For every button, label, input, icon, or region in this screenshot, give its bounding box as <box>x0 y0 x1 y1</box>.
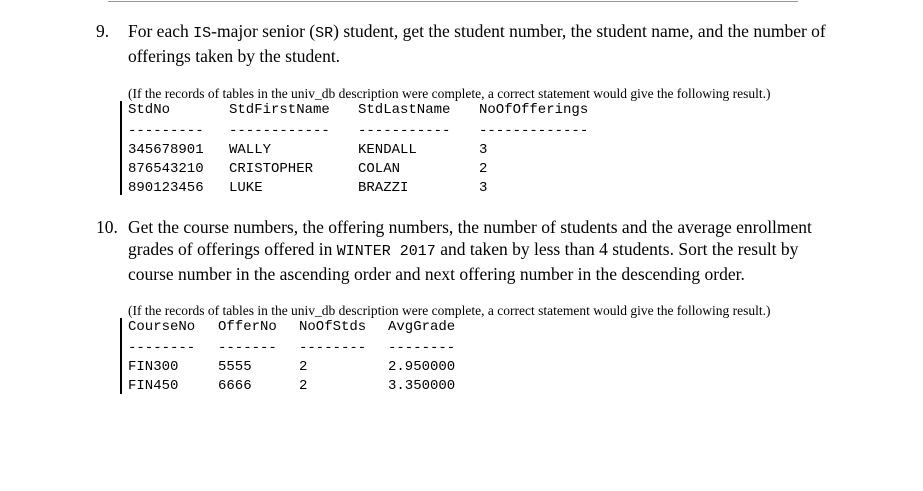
cell-num-stds: 2 <box>299 359 308 375</box>
column-dashes: ------------- <box>479 123 589 139</box>
result-dash-row <box>128 339 528 358</box>
question-9-note: (If the records of tables in the univ_db description were complete, a correct statement would give the following result.) <box>128 86 771 101</box>
cell-last-name: BRAZZI <box>358 180 409 196</box>
cell-std-no: 890123456 <box>128 180 204 196</box>
column-dashes: --------- <box>128 123 204 139</box>
cell-offerings: 2 <box>479 161 488 177</box>
column-dashes: -------- <box>128 340 196 356</box>
question-10-line-2: grades of offerings offered in WINTER 2017 and taken by less than 4 students. Sort the result by <box>128 239 799 260</box>
column-header: OfferNo <box>218 319 277 335</box>
cell-first-name: CRISTOPHER <box>229 161 314 177</box>
question-9-result-table <box>120 101 628 195</box>
question-10-result-table <box>120 318 528 394</box>
question-10-text <box>128 216 812 285</box>
column-header: NoOfStds <box>299 319 367 335</box>
code-is: IS <box>193 25 212 42</box>
table-row <box>128 179 628 198</box>
column-header: StdLastName <box>358 102 451 118</box>
cell-offer-no: 6666 <box>218 378 252 394</box>
cell-last-name: COLAN <box>358 161 401 177</box>
cell-std-no: 876543210 <box>128 161 204 177</box>
question-10-note: (If the records of tables in the univ_db description were complete, a correct statement would give the following result.) <box>128 303 771 318</box>
column-dashes: ------- <box>218 340 277 356</box>
cell-std-no: 345678901 <box>128 142 204 158</box>
question-9-text <box>128 20 826 67</box>
question-10-line-1: Get the course numbers, the offering numbers, the number of students and the average enrollment <box>128 217 812 237</box>
column-dashes: ----------- <box>358 123 451 139</box>
column-header: StdNo <box>128 102 171 118</box>
cell-first-name: LUKE <box>229 180 263 196</box>
code-sr: SR <box>315 25 334 42</box>
cell-first-name: WALLY <box>229 142 272 158</box>
code-winter-2017: WINTER 2017 <box>336 243 436 260</box>
table-row <box>128 160 628 179</box>
cell-last-name: KENDALL <box>358 142 417 158</box>
column-dashes: -------- <box>299 340 367 356</box>
cell-offerings: 3 <box>479 180 488 196</box>
table-row <box>128 141 628 160</box>
cell-offerings: 3 <box>479 142 488 158</box>
column-dashes: ------------ <box>229 123 330 139</box>
question-10 <box>96 216 896 284</box>
question-9 <box>96 20 896 66</box>
result-header-row <box>128 101 628 120</box>
result-header-row <box>128 318 528 337</box>
cell-course-no: FIN300 <box>128 359 179 375</box>
column-header: StdFirstName <box>229 102 330 118</box>
cell-avg-grade: 2.950000 <box>388 359 456 375</box>
question-10-line-3: course number in the ascending order and next offering number in the descending order. <box>128 264 745 284</box>
question-9-line-2: offerings taken by the student. <box>128 46 341 66</box>
column-header: CourseNo <box>128 319 196 335</box>
question-9-line-1: For each IS-major senior (SR) student, get the student number, the student name, and the number of <box>128 21 826 42</box>
column-header: NoOfOfferings <box>479 102 589 118</box>
question-10-number: 10. <box>96 217 118 237</box>
table-row <box>128 377 528 396</box>
column-header: AvgGrade <box>388 319 456 335</box>
page-top-rule <box>108 0 798 3</box>
cell-course-no: FIN450 <box>128 378 179 394</box>
cell-avg-grade: 3.350000 <box>388 378 456 394</box>
cell-num-stds: 2 <box>299 378 308 394</box>
column-dashes: -------- <box>388 340 456 356</box>
question-9-number: 9. <box>96 21 110 41</box>
table-row <box>128 358 528 377</box>
result-dash-row <box>128 122 628 141</box>
cell-offer-no: 5555 <box>218 359 252 375</box>
